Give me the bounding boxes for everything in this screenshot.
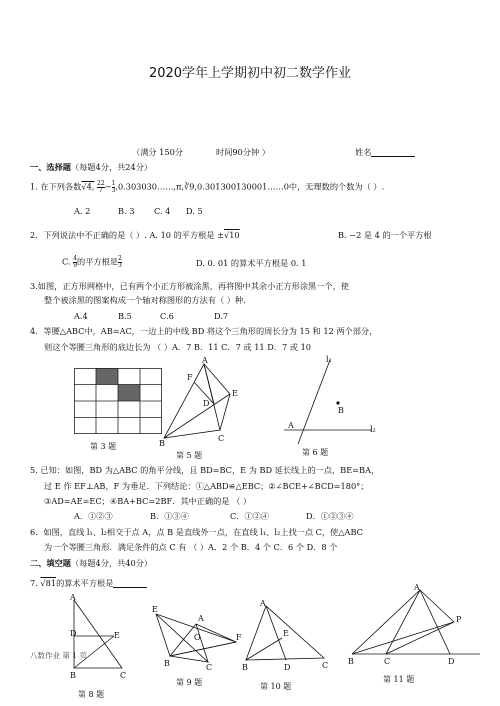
q3-opt-a: A.4 bbox=[74, 311, 88, 321]
shaded-square bbox=[118, 385, 140, 402]
figure-5-caption: 第 5 题 bbox=[176, 451, 203, 460]
q2-c-frac2-den: 3 bbox=[117, 262, 122, 269]
q2-c-prefix: C. bbox=[62, 256, 71, 267]
figure-10-diagram bbox=[236, 596, 336, 676]
fig10-label-d: D bbox=[284, 663, 291, 672]
fig9-label-f: F bbox=[236, 633, 242, 642]
section-1-heading bbox=[30, 162, 152, 172]
fig5-label-a: A bbox=[202, 356, 208, 365]
point-b bbox=[336, 401, 339, 404]
figure-3-caption: 第 3 题 bbox=[90, 442, 117, 451]
q5-opt-b: B．①③④ bbox=[150, 511, 189, 521]
q1-sqrt4: √4, bbox=[81, 181, 95, 192]
q5-opt-a: A．①②③ bbox=[74, 511, 113, 521]
fig8-label-e: E bbox=[114, 631, 120, 640]
q3-opt-d: D.7 bbox=[214, 311, 229, 321]
section-1-title: 一、选择题 bbox=[30, 162, 71, 172]
q4-line1: 4．等腰△ABC中，AB=AC，一边上的中线 BD 将这个三角形的周长分为 15 和 12 两个部分， bbox=[30, 326, 378, 336]
name-label: 姓名 bbox=[355, 147, 372, 157]
q1-frac1 bbox=[97, 181, 105, 194]
q1-opt-c: C. 4 bbox=[154, 206, 171, 216]
section-2-title: 二、填空题 bbox=[30, 558, 71, 568]
figure-8-diagram bbox=[66, 592, 130, 688]
fig9-label-c: C bbox=[206, 663, 213, 670]
section-1-note: （每题4分，共24分） bbox=[70, 162, 153, 172]
fig6-label-l2: l₂ bbox=[370, 425, 376, 434]
q3-opt-c: C.6 bbox=[160, 311, 174, 321]
q1-frac2-num: 1 bbox=[111, 180, 116, 187]
page-footer: 八数作业 第 1 页 bbox=[30, 651, 87, 660]
q2-option-d: D. 0. 01 的算术平方根是 0. 1 bbox=[196, 258, 307, 268]
figure-3-grid bbox=[74, 368, 162, 434]
figure-11-diagram bbox=[340, 582, 490, 672]
q7-text: 的算术平方根是 bbox=[56, 578, 114, 588]
question-2 bbox=[30, 230, 240, 240]
q2-c-mid: 的平方根是 bbox=[77, 256, 118, 267]
q5-line1: 5. 已知：如图，BD 为△ABC 的角平分线，且 BD=BC，E 为 BD 延长线上的一点，BE=BA， bbox=[30, 465, 380, 475]
q1-frac1-num: 22 bbox=[97, 180, 105, 187]
q2-c-frac1-den: 9 bbox=[73, 262, 78, 269]
figure-11-caption: 第 11 题 bbox=[383, 675, 415, 684]
score-info: （满分 150分 bbox=[132, 147, 183, 157]
q3-line2: 整个被涂黑的图案构成一个轴对称图形的方法有（ ）种. bbox=[44, 295, 246, 305]
fig9-label-e: E bbox=[152, 605, 158, 614]
fig9-label-a: A bbox=[198, 614, 204, 623]
question-7 bbox=[30, 578, 147, 588]
fig11-label-b: B bbox=[348, 657, 354, 666]
q1-opt-b: B. 3 bbox=[118, 206, 135, 216]
q1-prefix: 1. 在下列各数 bbox=[30, 181, 82, 192]
question-1 bbox=[30, 181, 384, 194]
q7-sqrt81: √81 bbox=[40, 578, 57, 588]
fig8-label-a: A bbox=[70, 593, 76, 602]
fig9-label-o: O bbox=[194, 633, 201, 642]
fig5-label-c: C bbox=[218, 434, 225, 443]
fig8-label-b: B bbox=[70, 671, 76, 680]
fig11-label-a: A bbox=[414, 583, 420, 592]
shaded-square bbox=[96, 368, 118, 385]
fig10-label-c: C bbox=[322, 661, 329, 670]
fig5-label-b: B bbox=[159, 439, 165, 448]
q5-line2: 过 E 作 EF⊥AB，F 为垂足．下列结论：①△ABD≌△EBC；②∠BCE+∠BCD=180°； bbox=[44, 481, 369, 491]
q7-prefix: 7. bbox=[30, 578, 38, 588]
fig8-label-d: D bbox=[70, 629, 77, 638]
q2-option-c bbox=[62, 256, 122, 269]
fig10-label-a: A bbox=[260, 599, 266, 608]
q1-opt-a: A. 2 bbox=[74, 206, 91, 216]
fig8-label-c: C bbox=[120, 671, 127, 680]
q2-c-frac1-num: 4 bbox=[73, 255, 78, 262]
q1-frac1-den: 7 bbox=[98, 187, 103, 194]
section-2-note: （每题4分，共40分） bbox=[70, 558, 153, 568]
name-field bbox=[355, 147, 415, 157]
q7-answer-blank bbox=[113, 578, 147, 588]
q2-c-frac2-num: 2 bbox=[117, 255, 122, 262]
figure-9-caption: 第 9 题 bbox=[176, 678, 203, 687]
q5-opt-c: C．①②④ bbox=[230, 511, 270, 521]
fig11-label-c: C bbox=[384, 657, 391, 666]
fig6-label-l1: l₁ bbox=[326, 355, 332, 364]
q1-cbrt: ∛9,0.301300130001……0中，无理数的个数为（ ）. bbox=[183, 181, 385, 192]
fig10-label-b: B bbox=[242, 663, 248, 672]
fig10-label-e: E bbox=[283, 629, 289, 638]
q3-line1: 3.如图，正方形网格中，已有两个小正方形被涂黑，再将图中其余小正方形涂黑一个，使 bbox=[30, 281, 349, 291]
name-blank bbox=[371, 147, 415, 157]
fig6-label-b: B bbox=[338, 406, 344, 415]
q5-opt-d: D．①②③④ bbox=[306, 511, 354, 521]
fig6-label-a: A bbox=[288, 421, 294, 430]
figure-9-diagram bbox=[150, 600, 246, 670]
figure-8-caption: 第 8 题 bbox=[78, 690, 105, 699]
q2-sqrt10: √10 bbox=[224, 230, 240, 240]
section-2-heading bbox=[30, 558, 152, 568]
q2-c-frac2 bbox=[118, 256, 122, 269]
q2-line1: 2．下列说法中不正确的是（ ）. A. 10 的平方根是 ± bbox=[30, 230, 224, 240]
q1-list: 4, bbox=[86, 181, 95, 192]
q6-line1: 6．如图，直线 l₁、l₂相交于点 A，点 B 是直线外一点，在直线 l₁、l₂上找一点 C，使△ABC bbox=[30, 527, 363, 537]
fig9-label-b: B bbox=[164, 659, 170, 668]
q1-frac2-den: 3 bbox=[111, 187, 116, 194]
fig5-label-f: F bbox=[187, 373, 193, 382]
fig11-label-d: D bbox=[448, 657, 455, 666]
time-info: 时间90分钟 ） bbox=[216, 147, 270, 157]
figure-6-diagram bbox=[280, 352, 380, 448]
page-title: 2020学年上学期初中初二数学作业 bbox=[148, 66, 352, 81]
q1-minus: − bbox=[104, 181, 112, 192]
figure-6-caption: 第 6 题 bbox=[302, 448, 329, 457]
fig5-label-e: E bbox=[232, 389, 238, 398]
fig5-label-d: D bbox=[203, 399, 210, 408]
q1-opt-d: D. 5 bbox=[186, 206, 203, 216]
q3-opt-b: B.5 bbox=[118, 311, 132, 321]
q1-rest: ,0.303030……,π, bbox=[115, 181, 184, 192]
fig11-label-p: P bbox=[456, 615, 462, 624]
q6-line2: 为一个等腰三角形．满足条件的点 C 有 （ ）A．2 个 B．4 个 C．6 个 D．8 个 bbox=[44, 542, 338, 552]
figure-5-diagram bbox=[156, 356, 246, 448]
q2-option-b: B. −2 是 4 的一个平方根 bbox=[338, 230, 432, 240]
q4-line2: 则这个等腰三角形的底边长为 （ ）A．7 B．11 C．7 或 11 D．7 或 10 bbox=[44, 342, 312, 352]
q5-line3: ③AD=AE=EC；④BA+BC=2BF．其中正确的是 （ ） bbox=[44, 496, 252, 506]
figure-10-caption: 第 10 题 bbox=[260, 682, 292, 691]
